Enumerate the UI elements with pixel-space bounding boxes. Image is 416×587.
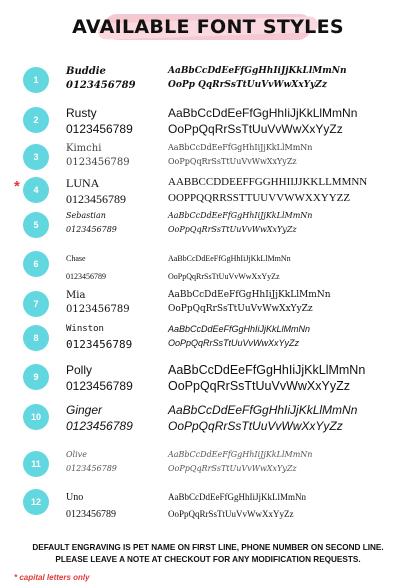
font-sample-number: 0123456789 (66, 419, 133, 433)
font-sample-number: 0123456789 (66, 272, 106, 281)
font-sample-uppercase: AaBbCcDdEeFfGgHhIiJjKkLlMmNn (168, 66, 347, 76)
font-sample-uppercase: AaBbCcDdEeFfGgHhIiJjKkLlMmNn (168, 106, 358, 120)
font-sample-lowercase: OoPpQqRrSsTtUuVvWwXxYyZz (168, 379, 350, 393)
font-name: Buddie (66, 66, 106, 77)
font-number-badge: 6 (23, 251, 49, 277)
font-sample-number: 0123456789 (66, 80, 136, 91)
font-sample-lowercase: OoPpQqRrSsTtUuVvWwXxYyZz (168, 464, 297, 473)
font-sample-lowercase: OoPpQqRrSsTtUuVvWwXxYyZz (168, 419, 343, 433)
font-name: Mia (66, 290, 86, 301)
font-row-kimchi (0, 143, 416, 179)
font-sample-uppercase: AaBbCcDdEeFfGgHhIiJjKkLlMmNn (168, 254, 291, 263)
font-number-badge: 2 (23, 107, 49, 133)
font-sample-number: 0123456789 (66, 225, 117, 234)
font-name: Sebastian (66, 211, 106, 220)
font-sample-lowercase: OoPpQqRrSsTtUuVvWwXxYyZz (168, 272, 280, 281)
capital-letters-note: * capital letters only (14, 573, 90, 582)
font-number-badge: 12 (23, 489, 49, 515)
title-banner (0, 10, 416, 44)
font-number-badge: 4 (23, 177, 49, 203)
capital-only-asterisk: * (14, 178, 20, 195)
engraving-instructions (0, 542, 416, 566)
font-sample-uppercase: AaBbCcDdEeFfGgHhIiJjKkLlMmNn (168, 450, 313, 459)
font-name: Winston (66, 324, 104, 334)
page-title: AVAILABLE FONT STYLES (72, 16, 344, 38)
font-sample-uppercase: AaBbCcDdEeFfGgHhIiJjKkLlMmNn (168, 492, 306, 502)
font-number-badge: 11 (23, 451, 49, 477)
font-name: Uno (66, 492, 84, 503)
font-number-badge: 1 (23, 67, 49, 93)
font-sample-lowercase: OoPpQqRrSsTtUuVvWwXxYyZz (168, 304, 313, 314)
footer-line-1: DEFAULT ENGRAVING IS PET NAME ON FIRST LINE, PHONE NUMBER ON SECOND LINE. (32, 543, 384, 552)
font-sample-number: 0123456789 (66, 464, 117, 473)
font-name: Kimchi (66, 143, 102, 154)
font-row-ginger (0, 403, 416, 439)
font-row-sebastian (0, 211, 416, 247)
font-sample-lowercase: OOPPQQRRSSTTUUVVWWXXYYZZ (168, 192, 351, 204)
font-sample-lowercase: OoPpQqRrSsTtUuVvWwXxYyZz (168, 157, 297, 166)
font-sample-number: 0123456789 (66, 304, 130, 315)
font-number-badge: 8 (23, 325, 49, 351)
font-sample-number: 0123456789 (66, 192, 126, 206)
font-sample-number: 0123456789 (66, 338, 133, 351)
font-number-badge: 9 (23, 364, 49, 390)
font-sample-lowercase: OoPp QqRrSsTtUuVvWwXxYyZz (168, 80, 327, 90)
font-sample-number: 0123456789 (66, 509, 116, 520)
font-number-badge: 10 (23, 404, 49, 430)
font-sample-number: 0123456789 (66, 157, 130, 168)
font-row-polly (0, 363, 416, 399)
font-name: Polly (66, 363, 93, 377)
font-sample-uppercase: AaBbCcDdEeFfGgHhIiJjKkLlMmNn (168, 363, 366, 377)
font-sample-lowercase: OoPpQqRrSsTtUuVvWwXxYyZz (168, 225, 297, 234)
footer-line-2: PLEASE LEAVE A NOTE AT CHECKOUT FOR ANY MODIFICATION REQUESTS. (55, 555, 361, 564)
font-name: LUNA (66, 176, 100, 190)
font-sample-uppercase: AaBbCcDdEeFfGgHhIiJjKkLlMmNn (168, 290, 331, 300)
font-number-badge: 7 (23, 291, 49, 317)
font-row-winston (0, 324, 416, 360)
font-row-olive (0, 450, 416, 486)
font-sample-uppercase: AaBbCcDdEeFfGgHhIiJjKkLlMmNn (168, 211, 313, 220)
font-row-rusty (0, 106, 416, 142)
font-row-uno (0, 488, 416, 524)
font-sample-lowercase: OoPpQqRrSsTtUuVvWwXxYyZz (168, 122, 343, 136)
font-name: Rusty (66, 106, 97, 120)
font-row-luna (0, 176, 416, 212)
font-sample-uppercase: AaBbCcDdEeFfGgHhIiJjKkLlMmNn (168, 403, 358, 417)
font-sample-number: 0123456789 (66, 122, 133, 136)
font-name: Olive (66, 450, 87, 459)
font-sample-uppercase: AaBbCcDdEeFfGgHhIiJjKkLlMmNn (168, 324, 311, 334)
font-sample-uppercase: AaBbCcDdEeFfGgHhIiJjKkLlMmNn (168, 143, 313, 152)
font-row-mia (0, 290, 416, 326)
font-row-chase (0, 250, 416, 286)
font-sample-lowercase: OoPpQqRrSsTtUuVvWwXxYyZz (168, 338, 300, 348)
font-sample-number: 0123456789 (66, 379, 133, 393)
font-sample-uppercase: AABBCCDDEEFFGGHHIIJJKKLLMMNN (168, 176, 368, 188)
font-name: Chase (66, 254, 86, 263)
font-sample-lowercase: OoPpQqRrSsTtUuVvWwXxYyZz (168, 509, 294, 519)
font-number-badge: 5 (23, 212, 49, 238)
font-row-buddie (0, 66, 416, 102)
font-number-badge: 3 (23, 144, 49, 170)
font-name: Ginger (66, 403, 103, 417)
